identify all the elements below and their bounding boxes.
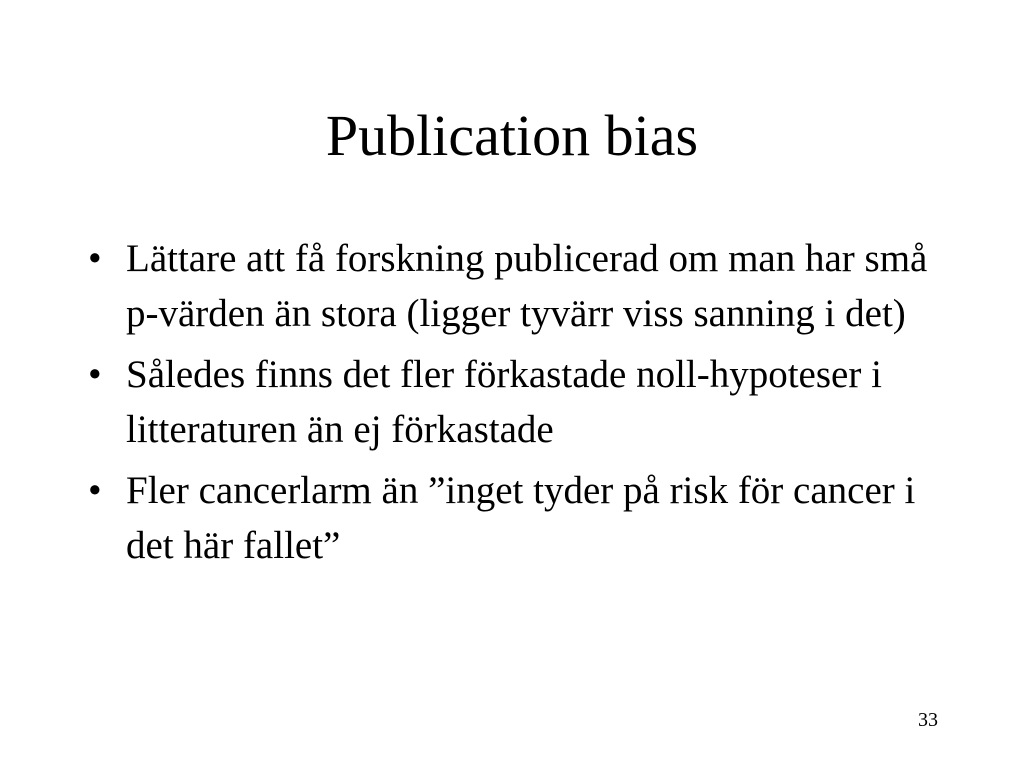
slide-title: Publication bias: [325, 103, 699, 168]
bullet-icon: •: [88, 237, 102, 280]
bullet-text: Således finns det fler förkastade noll-hypoteser i litteraturen än ej förkastade: [126, 353, 882, 451]
bullet-list: [88, 232, 958, 580]
bullet-item: [88, 464, 958, 573]
bullet-text: Lättare att få forskning publicerad om man har små p-värden än stora (ligger tyvärr viss sanning i det): [126, 237, 928, 335]
bullet-text: Fler cancerlarm än ”inget tyder på risk för cancer i det här fallet”: [126, 469, 916, 567]
bullet-item: [88, 232, 958, 341]
slide-number: 33: [918, 709, 938, 731]
bullet-item: [88, 348, 958, 457]
bullet-icon: •: [88, 353, 102, 396]
bullet-icon: •: [88, 469, 102, 512]
